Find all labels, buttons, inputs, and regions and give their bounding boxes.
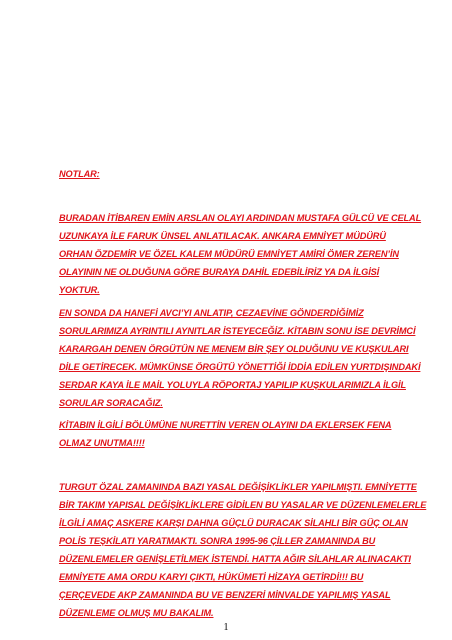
paragraph-1-line-3: ORHAN ÖZDEMİR VE ÖZEL KALEM MÜDÜRÜ EMNİYET AMİRİ ÖMER ZEREN’İN (59, 249, 399, 259)
paragraph-2-line-4: DİLE GETİRECEK. MÜMKÜNSE ÖRGÜTÜ YÖNETTİĞİ İDDİA EDİLEN YURTDIŞINDAKİ (59, 362, 421, 372)
paragraph-4-line-7: ÇERÇEVEDE AKP ZAMANINDA BU VE BENZERİ MİNVALDE YAPILMIŞ YASAL (59, 590, 391, 600)
paragraph-1-line-5: YOKTUR. (59, 285, 100, 295)
paragraph-4-line-2: BİR TAKIM YAPISAL DEĞİŞİKLİKLERE GİDİLEN BU YASALAR VE DÜZENLEMELERLE (59, 500, 427, 510)
paragraph-2-line-1: EN SONDA DA HANEFİ AVCI’YI ANLATIP, CEZAEVİNE GÖNDERDİĞİMİZ (59, 308, 364, 318)
paragraph-2-line-6: SORULAR SORACAĞIZ. (59, 398, 163, 408)
paragraph-4-line-3: İLGİLİ AMAÇ ASKERE KARŞI DAHNA GÜÇLÜ DURACAK SİLAHLI BİR GÜÇ OLAN (59, 518, 408, 528)
paragraph-4-line-8: DÜZENLEME OLMUŞ MU BAKALIM. (59, 608, 214, 618)
paragraph-1-line-2: UZUNKAYA İLE FARUK ÜNSEL ANLATILACAK. ANKARA EMNİYET MÜDÜRÜ (59, 231, 386, 241)
notes-heading: NOTLAR: (59, 169, 100, 179)
paragraph-2-line-3: KARARGAH DENEN ÖRGÜTÜN NE MENEM BİR ŞEY OLDUĞUNU VE KUŞKULARI (59, 344, 409, 354)
paragraph-3-line-1: KİTABIN İLGİLİ BÖLÜMÜNE NURETTİN VEREN OLAYINI DA EKLERSEK FENA (59, 420, 392, 430)
paragraph-4-line-1: TURGUT ÖZAL ZAMANINDA BAZI YASAL DEĞİŞİKLİKLER YAPILMIŞTI. EMNİYETTE (59, 482, 417, 492)
page-number: 1 (223, 622, 229, 633)
paragraph-4-line-5: DÜZENLEMELER GENİŞLETİLMEK İSTENDİ. HATTA AĞIR SİLAHLAR ALINACAKTI (59, 554, 411, 564)
paragraph-1-line-4: OLAYININ NE OLDUĞUNA GÖRE BURAYA DAHİL EDEBİLİRİZ YA DA İLGİSİ (59, 267, 380, 277)
paragraph-3-line-2: OLMAZ UNUTMA!!!! (59, 438, 145, 448)
paragraph-4-line-6: EMNİYETE AMA ORDU KARYI ÇIKTI, HÜKÜMETİ HİZAYA GETİRDİ!!! BU (59, 572, 364, 582)
paragraph-2-line-2: SORULARIMIZA AYRINTILI AYNITLAR İSTEYECEĞİZ. KİTABIN SONU İSE DEVRİMCİ (59, 326, 416, 336)
paragraph-2-line-5: SERDAR KAYA İLE MAİL YOLUYLA RÖPORTAJ YAPILIP KUŞKULARIMIZLA İLGİL (59, 380, 406, 390)
paragraph-4-line-4: POLİS TEŞKİLATI YARATMAKTI. SONRA 1995-96 ÇİLLER ZAMANINDA BU (59, 536, 376, 546)
paragraph-1-line-1: BURADAN İTİBAREN EMİN ARSLAN OLAYI ARDINDAN MUSTAFA GÜLCÜ VE CELAL (59, 213, 422, 223)
